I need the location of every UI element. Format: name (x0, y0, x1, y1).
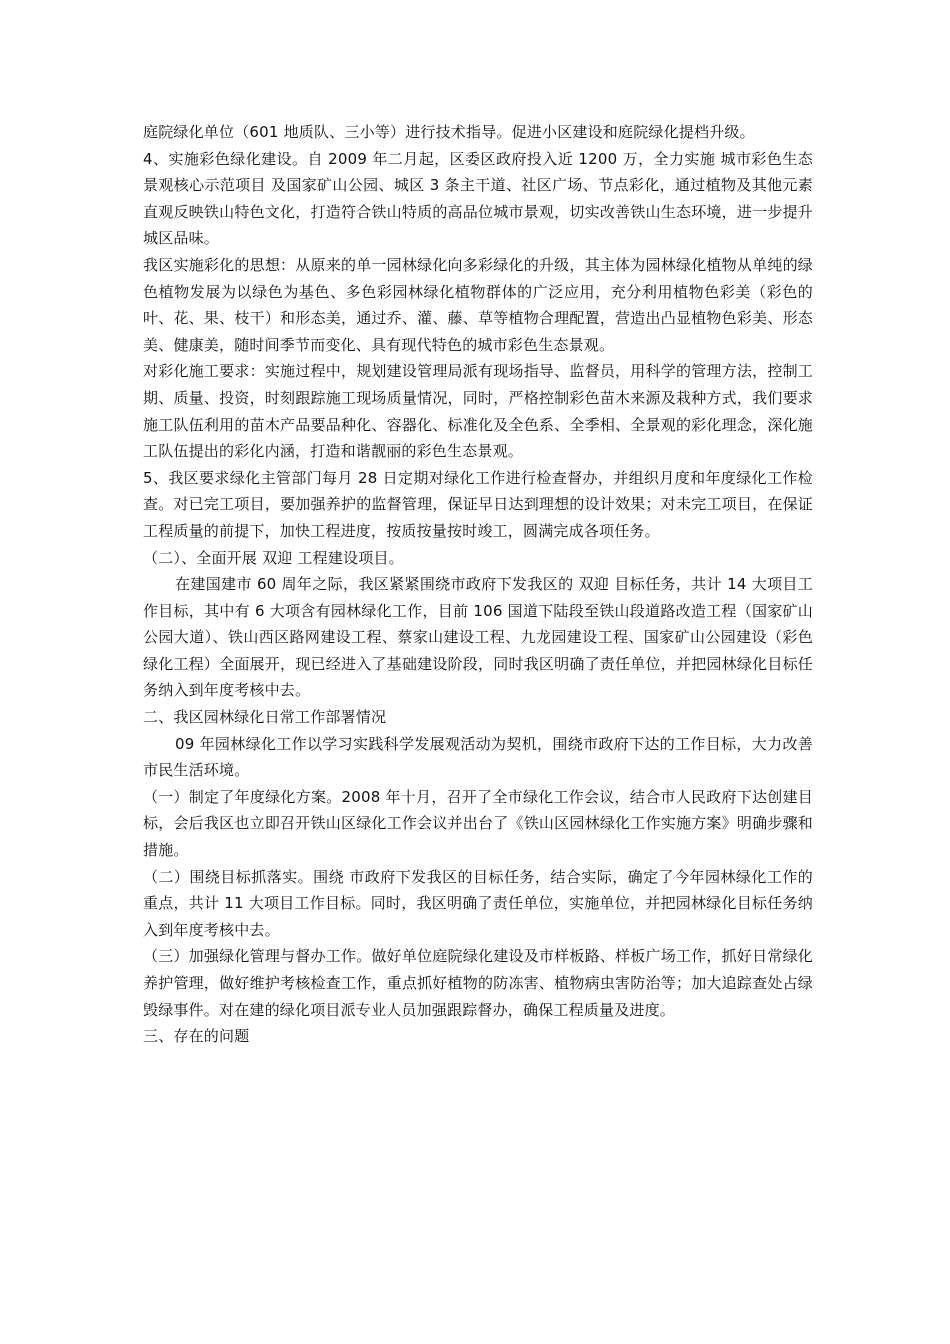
section-heading: 三、存在的问题 (143, 1027, 250, 1046)
section-heading: 二、我区园林绿化日常工作部署情况 (143, 708, 387, 727)
paragraph: 对彩化施工要求：实施过程中，规划建设管理局派有现场指导、监督员，用科学的管理方法，控制工期、质量、投资，时刻跟踪施工现场质量情况，同时，严格控制彩色苗木来源及栽种方式，我们要求施工队伍利用的苗木产品要品种化、容器化、标准化及全色系、全季相、全景观的彩化理念，深化施工队伍提出的彩化内涵，打造和谐靓丽的彩色生态景观。 (143, 362, 813, 461)
paragraph: （一）制定了年度绿化方案。2008 年十月，召开了全市绿化工作会议，结合市人民政府下达创建目标，会后我区也立即召开铁山区绿化工作会议并出台了《铁山区园林绿化工作实施方案》明确步骤和措施。 (143, 787, 813, 860)
paragraph: （三）加强绿化管理与督办工作。做好单位庭院绿化建设及市样板路、样板广场工作，抓好日常绿化养护管理，做好维护考核检查工作，重点抓好植物的防冻害、植物病虫害防治等；加大追踪查处占绿毁绿事件。对在建的绿化项目派专业人员加强跟踪督办，确保工程质量及进度。 (143, 947, 813, 1019)
paragraph: 4、实施彩色绿化建设。自 2009 年二月起，区委区政府投入近 1200 万，全力实施 城市彩色生态景观核心示范项目 及国家矿山公园、城区 3 条主干道、社区广场、节点彩化，通过植物及其他元素直观反映铁山特色文化，打造符合铁山特质的高品位城市景观，切实改善铁山生态环境，进一步提升城区品味。 (143, 149, 813, 248)
paragraph: 09 年园林绿化工作以学习实践科学发展观活动为契机，围绕市政府下达的工作目标，大力改善市民生活环境。 (143, 734, 813, 780)
section-heading: （二）、全面开展 双迎 工程建设项目。 (143, 548, 404, 567)
paragraph: 我区实施彩化的思想：从原来的单一园林绿化向多彩绿化的升级，其主体为园林绿化植物从单纯的绿色植物发展为以绿色为基色、多色彩园林绿化植物群体的广泛应用，充分利用植物色彩美（彩色的叶、花、果、枝干）和形态美，通过乔、灌、藤、草等植物合理配置，营造出凸显植物色彩美、形态美、健康美，随时间季节而变化、具有现代特色的城市彩色生态景观。 (143, 255, 813, 354)
paragraph: 在建国建市 60 周年之际，我区紧紧围绕市政府下发我区的 双迎 目标任务，共计 14 大项目工作目标，其中有 6 大项含有园林绿化工作，目前 106 国道下陆段至铁山段道路改造工程（国家矿山公园大道）、铁山西区路网建设工程、蔡家山建设工程、九龙园建设工程、国家矿山公园建设（彩色绿化工程）全面展开，现已经进入了基础建设阶段，同时我区明确了责任单位，并把园林绿化目标任务纳入到年度考核中去。 (143, 575, 813, 700)
paragraph: 庭院绿化单位（601 地质队、三小等）进行技术指导。促进小区建设和庭院绿化提档升级。 (143, 123, 755, 141)
paragraph: 5、我区要求绿化主管部门每月 28 日定期对绿化工作进行检查督办，并组织月度和年度绿化工作检查。对已完工项目，要加强养护的监督管理，保证早日达到理想的设计效果；对未完工项目，在保证工程质量的前提下，加快工程进度，按质按量按时竣工，圆满完成各项任务。 (143, 468, 813, 540)
document-page (143, 119, 813, 1050)
paragraph: （二）围绕目标抓落实。围绕 市政府下发我区的目标任务，结合实际，确定了今年园林绿化工作的重点，共计 11 大项目工作目标。同时，我区明确了责任单位，实施单位，并把园林绿化目标任务纳入到年度考核中去。 (143, 867, 813, 939)
